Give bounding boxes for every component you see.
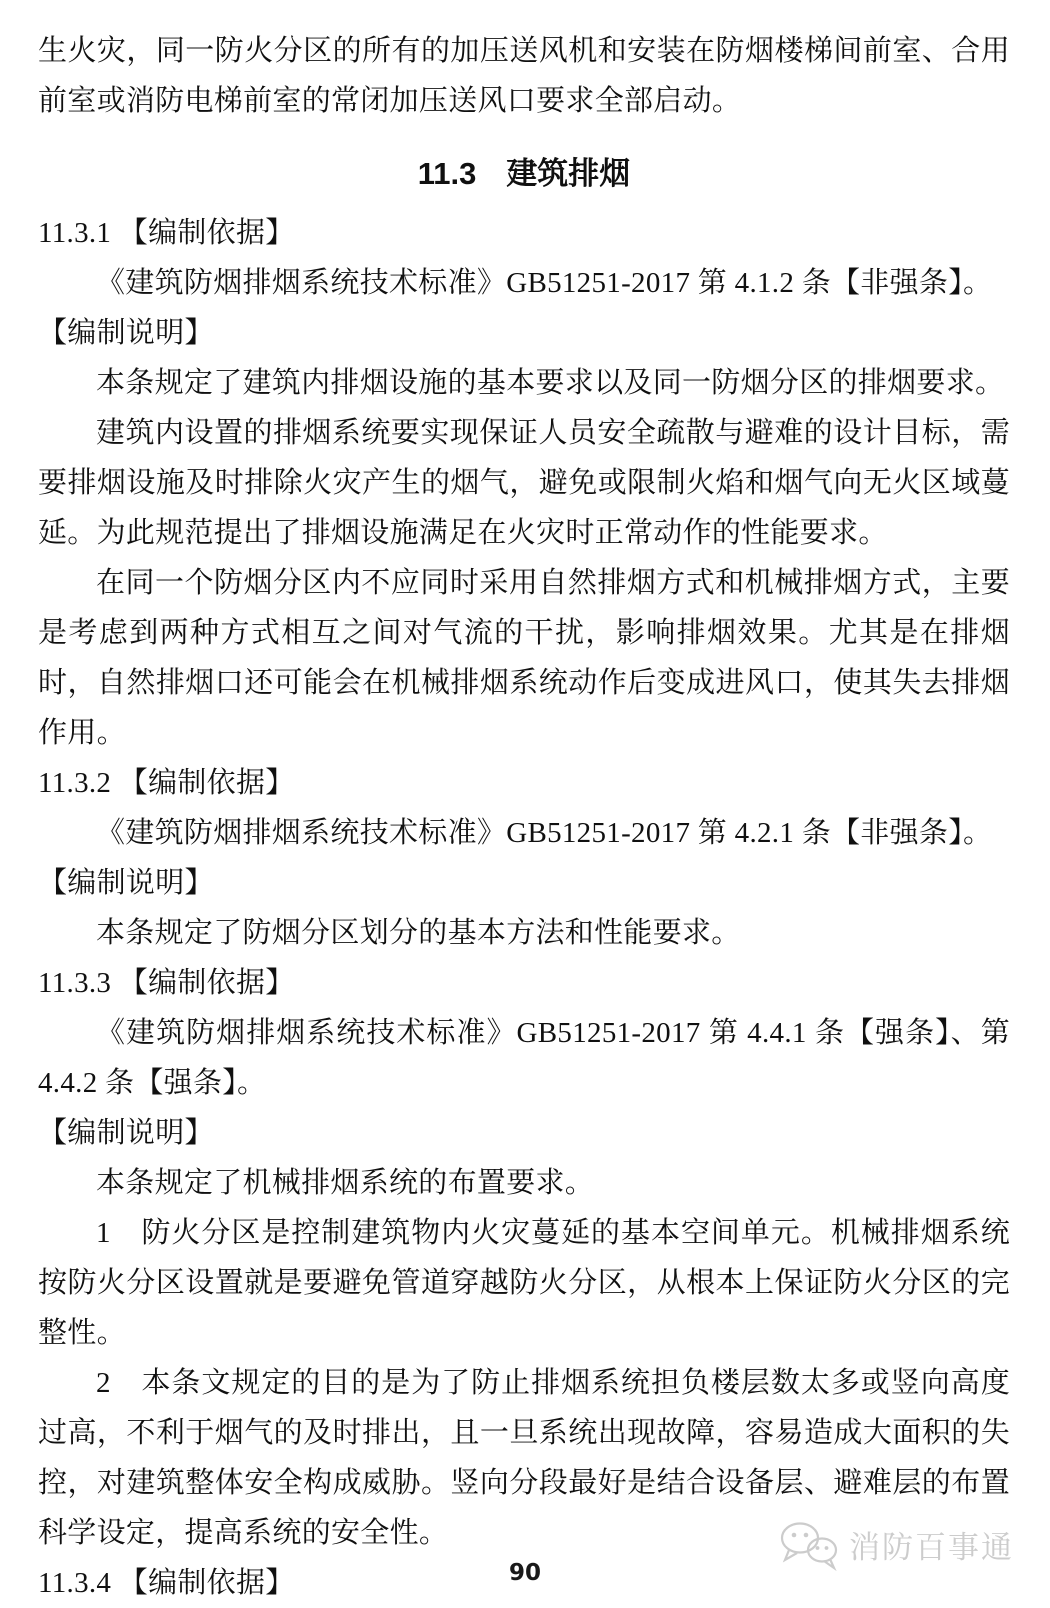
label-heading: 【编制说明】 xyxy=(38,317,214,349)
paragraph: 1 防火分区是控制建筑物内火灾蔓延的基本空间单元。机械排烟系统按防火分区设置就是要避免管道穿越防火分区，从根本上保证防火分区的完整性。 xyxy=(38,1217,1010,1349)
paragraph: 2 本条文规定的目的是为了防止排烟系统担负楼层数太多或竖向高度过高，不利于烟气的及时排出，且一旦系统出现故障，容易造成大面积的失控，对建筑整体安全构成威胁。竖向分段最好是结合设备层、避难层的布置科学设定，提高系统的安全性。 xyxy=(38,1367,1010,1549)
paragraph: 《建筑防烟排烟系统技术标准》GB51251-2017 第 4.1.2 条【非强条】。 xyxy=(96,267,993,299)
label-heading: 【编制说明】 xyxy=(38,867,214,899)
paragraph: 《建筑防烟排烟系统技术标准》GB51251-2017 第 4.4.1 条【强条】、第 4.4.2 条【强条】。 xyxy=(38,1017,1010,1099)
paragraph: 在同一个防烟分区内不应同时采用自然排烟方式和机械排烟方式，主要是考虑到两种方式相互之间对气流的干扰，影响排烟效果。尤其是在排烟时，自然排烟口还可能会在机械排烟系统动作后变成进风口，使其失去排烟作用。 xyxy=(38,567,1010,749)
paragraph: 本条规定了机械排烟系统的布置要求。 xyxy=(96,1167,595,1199)
clause-heading: 11.3.1 【编制依据】 xyxy=(38,217,295,249)
section-number: 11.3 xyxy=(417,156,477,191)
page-number: 90 xyxy=(508,1560,541,1586)
watermark-text: 消防百事通 xyxy=(849,1529,1014,1565)
paragraph: 本条规定了建筑内排烟设施的基本要求以及同一防烟分区的排烟要求。 xyxy=(96,367,1005,399)
clause-heading: 11.3.2 【编制依据】 xyxy=(38,767,295,799)
paragraph: 建筑内设置的排烟系统要实现保证人员安全疏散与避难的设计目标，需要排烟设施及时排除火灾产生的烟气，避免或限制火焰和烟气向无火区域蔓延。为此规范提出了排烟设施满足在火灾时正常动作的性能要求。 xyxy=(38,417,1010,549)
clause-heading: 11.3.4 【编制依据】 xyxy=(38,1567,295,1599)
section-heading xyxy=(38,148,1010,200)
paragraph: 《建筑防烟排烟系统技术标准》GB51251-2017 第 4.2.1 条【非强条】。 xyxy=(96,817,993,849)
label-heading: 【编制说明】 xyxy=(38,1117,214,1149)
paragraph: 本条规定了防烟分区划分的基本方法和性能要求。 xyxy=(96,917,741,949)
section-title: 建筑排烟 xyxy=(506,156,631,191)
paragraph-continuation: 生火灾，同一防火分区的所有的加压送风机和安装在防烟楼梯间前室、合用前室或消防电梯前室的常闭加压送风口要求全部启动。 xyxy=(38,35,1010,117)
clause-heading: 11.3.3 【编制依据】 xyxy=(38,967,295,999)
